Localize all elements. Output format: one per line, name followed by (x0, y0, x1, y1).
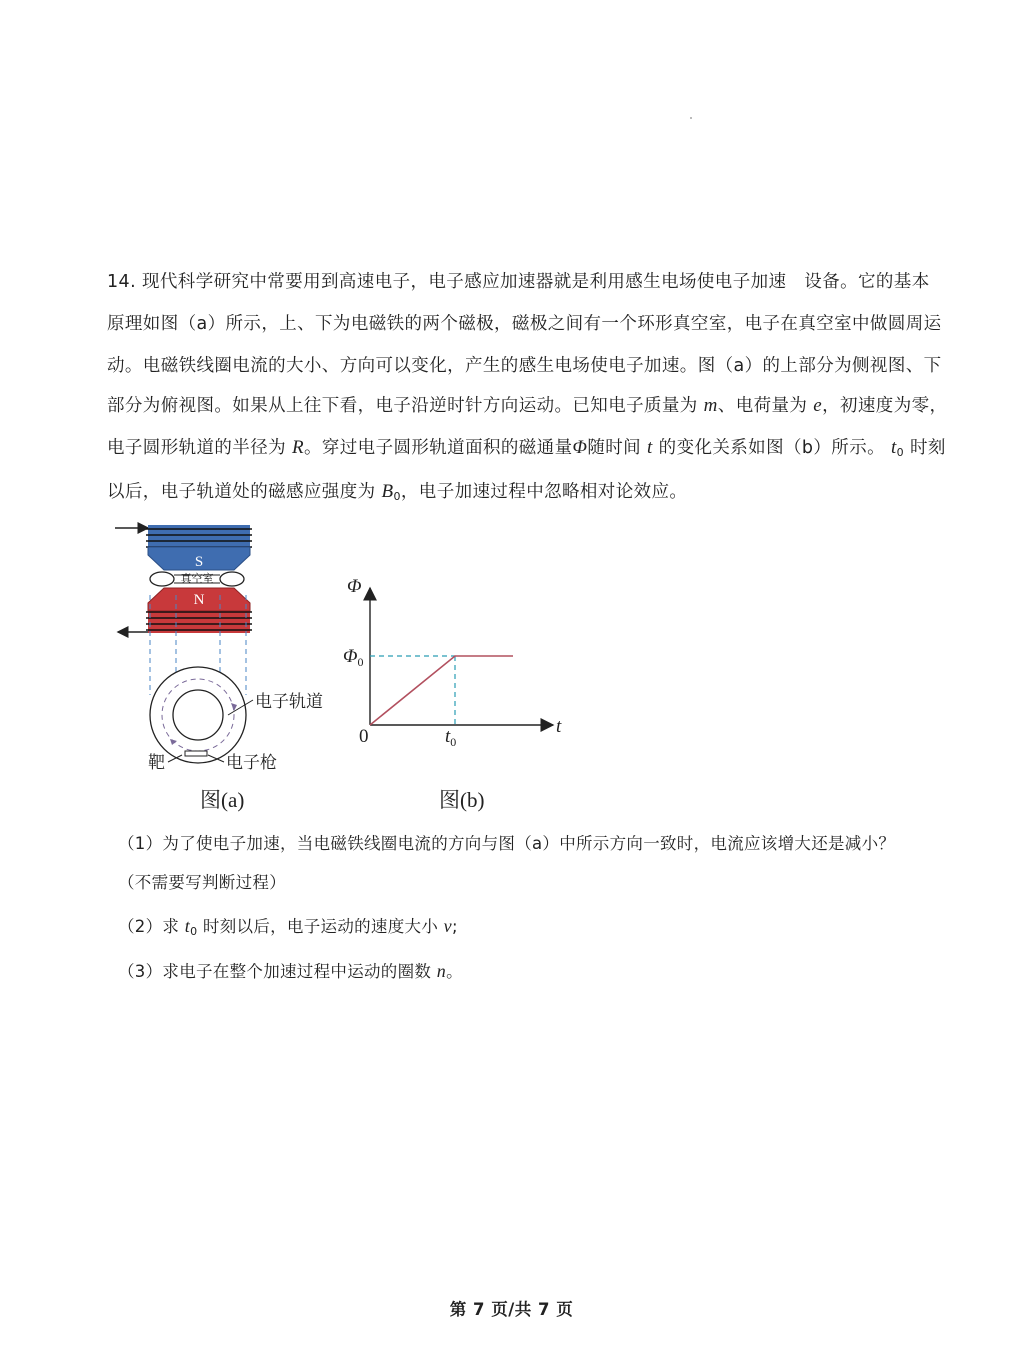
var-t0: t (184, 916, 191, 936)
problem-number: 14. (107, 272, 137, 292)
question-2 (118, 913, 458, 938)
text-segment: （3）求电子在整个加速过程中运动的圈数 (118, 962, 437, 981)
target-label: 靶 (148, 753, 165, 772)
problem-line-2: 原理如图（a）所示，上、下为电磁铁的两个磁极，磁极之间有一个环形真空室，电子在真空室中做圆周运 (107, 314, 942, 334)
text-segment: 时刻以后，电子运动的速度大小 (197, 917, 444, 936)
var-n: n (436, 961, 447, 981)
chamber-right-lobe (220, 572, 244, 586)
y-tick-label: $\Phi_0$ (343, 646, 364, 669)
y-axis-label: Φ (347, 576, 362, 597)
question-1-line-2: （不需要写判断过程） (118, 873, 286, 892)
scan-speck (690, 117, 692, 119)
pole-s-label: S (194, 554, 204, 570)
problem-line-3: 动。电磁铁线圈电流的大小、方向可以变化，产生的感生电场使电子加速。图（a）的上部分为侧视图、下 (107, 356, 942, 376)
problem-line-4 (107, 392, 948, 417)
ring-inner (173, 690, 223, 740)
subscript: 0 (896, 446, 905, 459)
chamber-label: 真空室 (180, 573, 214, 585)
page-footer: 第 7 页/共 7 页 (449, 1300, 574, 1319)
text-segment: 、电荷量为 (717, 396, 814, 416)
text-segment: 时刻 (904, 438, 946, 458)
figure-a (110, 515, 350, 780)
chamber-left-lobe (150, 572, 174, 586)
question-1-line-1: （1）为了使电子加速，当电磁铁线圈电流的方向与图（a）中所示方向一致时，电流应该增大还是减小？ (118, 834, 896, 853)
var-R: R (291, 437, 304, 458)
text-segment: 电子圆形轨道的半径为 (107, 438, 292, 458)
text-segment: ; (451, 917, 458, 936)
text-segment: ，初速度为零， (822, 396, 948, 416)
electron-gun-symbol (185, 751, 207, 756)
figure-b (335, 570, 575, 755)
text-segment: ，电子加速过程中忽略相对论效应。 (400, 482, 688, 502)
problem-line-1 (107, 268, 930, 293)
text-segment: 的变化关系如图（b）所示。 (652, 438, 891, 458)
origin-label: 0 (359, 726, 369, 747)
text-segment: 部分为俯视图。如果从上往下看，电子沿逆时针方向运动。已知电子质量为 (107, 396, 704, 416)
var-B: B (381, 481, 394, 502)
var-phi: Φ (572, 437, 588, 458)
gun-label: 电子枪 (226, 753, 277, 772)
text-segment: 随时间 (587, 438, 648, 458)
var-t0: t (890, 437, 897, 458)
question-3 (118, 958, 463, 982)
orbit-label: 电子轨道 (255, 692, 323, 711)
var-t: t (647, 437, 653, 458)
text-segment: 。 (446, 962, 463, 981)
flux-curve (370, 656, 513, 725)
var-e: e (813, 395, 823, 416)
caption-b: 图(b) (439, 788, 485, 812)
subscript: 0 (393, 490, 401, 503)
caption-a: 图(a) (200, 788, 245, 812)
var-v: v (443, 916, 452, 936)
var-m: m (703, 395, 718, 416)
problem-line-6 (107, 478, 922, 503)
problem-line-5 (107, 434, 946, 459)
subscript: 0 (190, 925, 198, 938)
text-segment: （2）求 (118, 917, 185, 936)
x-tick-label: $t_0$ (445, 726, 457, 749)
problem-text-1: 现代科学研究中常要用到高速电子，电子感应加速器就是利用感生电场使电子加速 设备。它的基本 (142, 272, 930, 292)
text-segment: 。穿过电子圆形轨道面积的磁通量 (303, 438, 573, 458)
x-axis-label: t (556, 716, 562, 737)
pole-n-label: N (193, 592, 205, 608)
text-segment: 以后，电子轨道处的磁感应强度为 (107, 482, 382, 502)
